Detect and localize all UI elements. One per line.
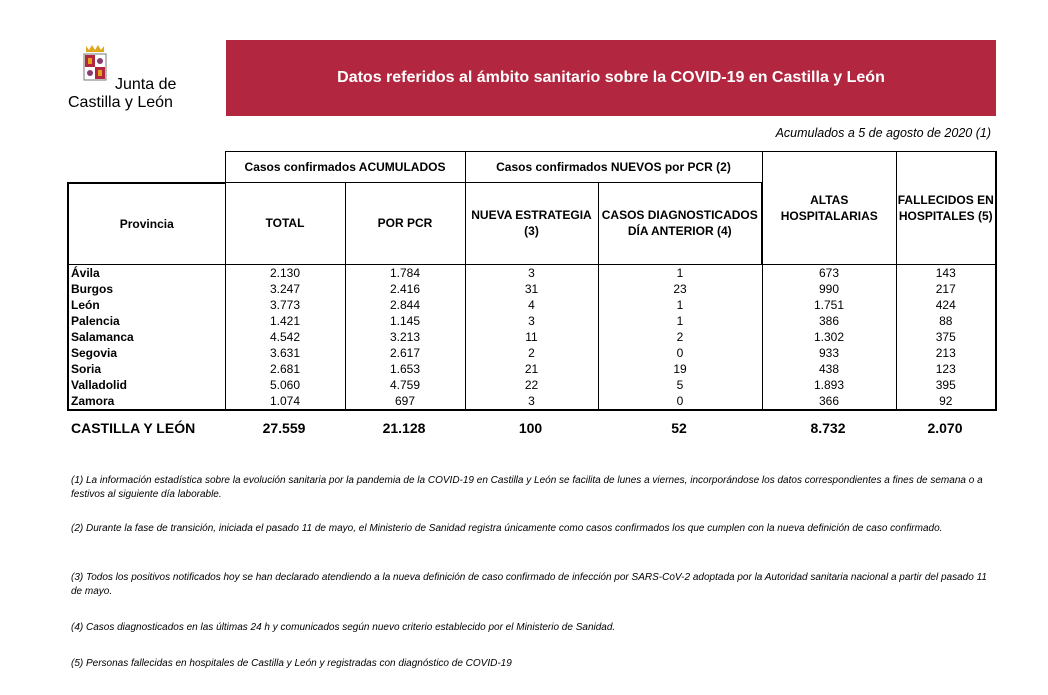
table-cell: 21 xyxy=(465,361,598,377)
table-row xyxy=(68,281,996,297)
footnote-4: (4) Casos diagnosticados en las últimas 24 h y comunicados según nuevo criterio establecido por el Ministerio de Sanidad. xyxy=(71,622,616,633)
total-cell: 21.128 xyxy=(382,420,426,436)
table-cell: 366 xyxy=(762,393,896,410)
table-cell: 2 xyxy=(465,345,598,361)
table-cell: 88 xyxy=(896,313,996,329)
footnote-2: (2) Durante la fase de transición, iniciada el pasado 11 de mayo, el Ministerio de Sanidad registra únicamente como casos confirmados los que cumplen con la nueva definición de caso confirmado. xyxy=(71,523,943,534)
table-cell: 1.145 xyxy=(345,313,465,329)
province-name: León xyxy=(68,297,225,313)
junta-logo xyxy=(68,44,198,116)
province-name: Burgos xyxy=(68,281,225,297)
table-cell: 424 xyxy=(896,297,996,313)
table-cell: 1.893 xyxy=(762,377,896,393)
table-row xyxy=(68,313,996,329)
col-header-provincia: Provincia xyxy=(68,183,225,265)
table-cell: 375 xyxy=(896,329,996,345)
table-cell: 4.542 xyxy=(225,329,345,345)
coat-of-arms-icon xyxy=(78,44,112,82)
table-cell: 1.421 xyxy=(225,313,345,329)
page-title: Datos referidos al ámbito sanitario sobre la COVID-19 en Castilla y León xyxy=(337,69,885,86)
table-cell: 386 xyxy=(762,313,896,329)
table-row xyxy=(68,377,996,393)
table-cell: 2 xyxy=(598,329,762,345)
table-cell: 2.617 xyxy=(345,345,465,361)
date-note: Acumulados a 5 de agosto de 2020 (1) xyxy=(775,126,991,140)
table-cell: 1.302 xyxy=(762,329,896,345)
table-cell: 92 xyxy=(896,393,996,410)
province-name: Palencia xyxy=(68,313,225,329)
table-cell: 0 xyxy=(598,345,762,361)
table-cell: 2.416 xyxy=(345,281,465,297)
covid-data-table xyxy=(67,151,997,411)
col-header-pcr: POR PCR xyxy=(345,183,465,265)
table-cell: 2.130 xyxy=(225,264,345,281)
title-banner xyxy=(226,40,996,116)
table-row xyxy=(68,264,996,281)
table-cell: 123 xyxy=(896,361,996,377)
table-cell: 31 xyxy=(465,281,598,297)
table-cell: 1 xyxy=(598,264,762,281)
table-cell: 5.060 xyxy=(225,377,345,393)
province-name: Ávila xyxy=(68,264,225,281)
col-header-casos-diagnosticados: CASOS DIAGNOSTICADOS DÍA ANTERIOR (4) xyxy=(598,183,762,265)
logo-text-line1: Junta de xyxy=(115,76,177,93)
province-name: Valladolid xyxy=(68,377,225,393)
total-label: CASTILLA Y LEÓN xyxy=(71,420,196,436)
total-cell: 100 xyxy=(518,420,543,436)
table-cell: 3 xyxy=(465,393,598,410)
logo-text-line2: Castilla y León xyxy=(68,94,173,111)
table-row xyxy=(68,297,996,313)
table-cell: 4.759 xyxy=(345,377,465,393)
table-cell: 933 xyxy=(762,345,896,361)
group-header-new: Casos confirmados NUEVOS por PCR (2) xyxy=(465,152,762,183)
table-cell: 990 xyxy=(762,281,896,297)
col-header-nueva-estrategia: NUEVA ESTRATEGIA (3) xyxy=(465,183,598,265)
blank-corner xyxy=(68,152,225,183)
table-cell: 1.751 xyxy=(762,297,896,313)
table-cell: 1 xyxy=(598,297,762,313)
table-cell: 1 xyxy=(598,313,762,329)
table-cell: 673 xyxy=(762,264,896,281)
table-cell: 3.247 xyxy=(225,281,345,297)
total-row-table xyxy=(67,416,995,440)
table-cell: 217 xyxy=(896,281,996,297)
table-cell: 5 xyxy=(598,377,762,393)
footnote-5: (5) Personas fallecidas en hospitales de Castilla y León y registradas con diagnóstico de COVID-19 xyxy=(71,658,512,669)
table-cell: 3.773 xyxy=(225,297,345,313)
province-name: Salamanca xyxy=(68,329,225,345)
table-cell: 22 xyxy=(465,377,598,393)
table-row xyxy=(68,345,996,361)
footnote-3: (3) Todos los positivos notificados hoy se han declarado atendiendo a la nueva definición de caso confirmado de infección por SARS-CoV-2 adoptada por la Autoridad sanitaria nacional a partir del pasado 11 de mayo. xyxy=(71,572,987,597)
total-cell: 2.070 xyxy=(927,420,963,436)
table-row xyxy=(68,329,996,345)
table-cell: 2.681 xyxy=(225,361,345,377)
col-header-fallecidos: FALLECIDOS EN HOSPITALES (5) xyxy=(896,152,996,265)
table-cell: 2.844 xyxy=(345,297,465,313)
table-cell: 3.631 xyxy=(225,345,345,361)
province-name: Zamora xyxy=(68,393,225,410)
table-cell: 11 xyxy=(465,329,598,345)
table-cell: 143 xyxy=(896,264,996,281)
table-cell: 3 xyxy=(465,264,598,281)
table-cell: 0 xyxy=(598,393,762,410)
table-cell: 438 xyxy=(762,361,896,377)
table-cell: 395 xyxy=(896,377,996,393)
province-name: Soria xyxy=(68,361,225,377)
col-header-total: TOTAL xyxy=(225,183,345,265)
table-cell: 1.074 xyxy=(225,393,345,410)
table-cell: 1.653 xyxy=(345,361,465,377)
table-cell: 3 xyxy=(465,313,598,329)
table-cell: 3.213 xyxy=(345,329,465,345)
total-row xyxy=(67,416,995,440)
table-row xyxy=(68,393,996,410)
table-row xyxy=(68,361,996,377)
province-name: Segovia xyxy=(68,345,225,361)
table-cell: 1.784 xyxy=(345,264,465,281)
total-cell: 8.732 xyxy=(810,420,846,436)
total-cell: 27.559 xyxy=(262,420,306,436)
table-cell: 697 xyxy=(345,393,465,410)
table-cell: 213 xyxy=(896,345,996,361)
group-header-accumulated: Casos confirmados ACUMULADOS xyxy=(225,152,465,183)
footnote-1: (1) La información estadística sobre la evolución sanitaria por la pandemia de la COVID-19 en Castilla y León se facilita de lunes a viernes, incorporándose los datos correspondientes a fines de semana o a festivos al siguiente día laborable. xyxy=(71,475,983,500)
table-cell: 19 xyxy=(598,361,762,377)
table-cell: 23 xyxy=(598,281,762,297)
table-cell: 4 xyxy=(465,297,598,313)
total-cell: 52 xyxy=(671,420,687,436)
col-header-altas: ALTAS HOSPITALARIAS xyxy=(762,152,896,265)
